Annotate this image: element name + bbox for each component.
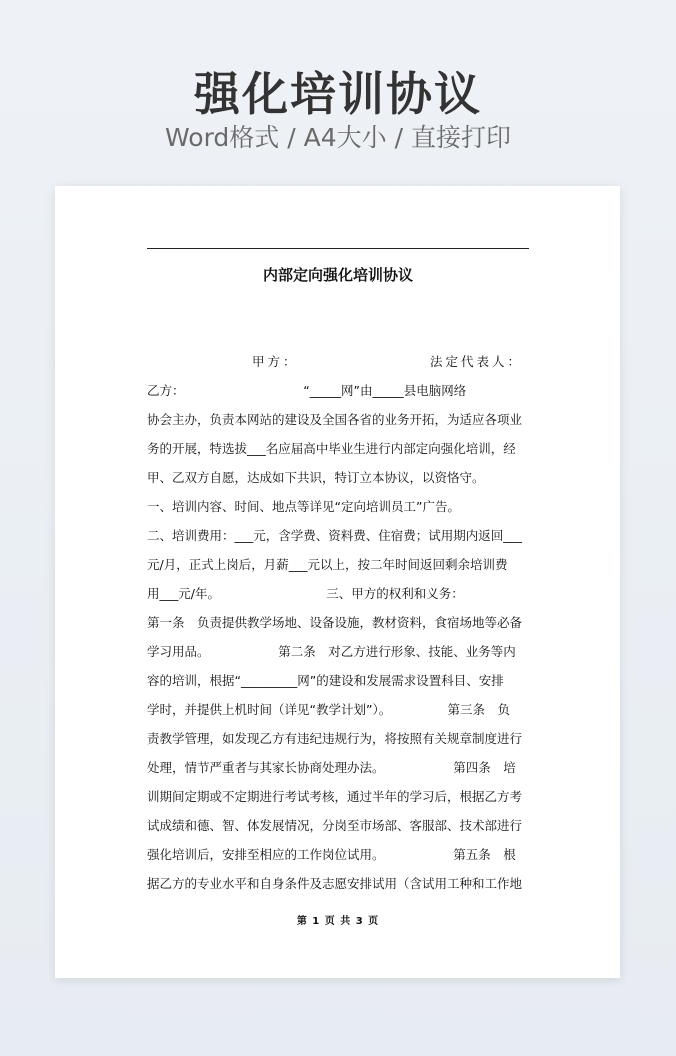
- body-line: 二、培训费用：___元，含学费、资料费、住宿费；试用期内返回___: [147, 528, 523, 543]
- body-line: 元/月，正式上岗后，月薪___元以上，按二年时间返回剩余培训费: [147, 557, 508, 572]
- body-line: 学习用品。 第二条 对乙方进行形象、技能、业务等内: [147, 644, 516, 659]
- body-line: 一、培训内容、时间、地点等详见“定向培训员工”广告。: [147, 499, 460, 514]
- body-line: 用___元/年。 三、甲方的权利和义务：: [147, 586, 464, 601]
- body-line: 处理，情节严重者与其家长协商处理办法。 第四条 培: [147, 760, 516, 775]
- body-line: 甲、乙双方自愿，达成如下共识，特订立本协议，以资恪守。: [147, 470, 485, 485]
- body-line: 学时，并提供上机时间（详见“教学计划”）。 第三条 负: [147, 702, 510, 717]
- body-line: 务的开展，特选拔___名应届高中毕业生进行内部定向强化培训，经: [147, 441, 516, 456]
- page-footer: 第 1 页 共 3 页: [296, 916, 380, 927]
- party-line: [147, 351, 529, 380]
- document-body: [147, 351, 529, 902]
- body-line: 试成绩和德、智、体发展情况，分岗至市场部、客服部、技术部进行: [147, 818, 523, 833]
- party-a-label: 甲方：: [252, 354, 299, 369]
- header-rule: [147, 248, 529, 249]
- body-line: 据乙方的专业水平和自身条件及志愿安排试用（含试用工种和工作地: [147, 876, 523, 891]
- banner-title: 强化培训协议: [194, 67, 482, 121]
- body-line: 容的培训，根据“_________网”的建设和发展需求设置科目、安排: [147, 673, 504, 688]
- body-line: 责教学管理，如发现乙方有违纪违规行为，将按照有关规章制度进行: [147, 731, 523, 746]
- body-line: 训期间定期或不定期进行考试考核，通过半年的学习后，根据乙方考: [147, 789, 523, 804]
- party-a-rep-label: 法定代表人：: [429, 354, 523, 369]
- body-line: 第一条 负责提供教学场地、设备设施，教材资料，食宿场地等必备: [147, 615, 523, 630]
- banner-subtitle: Word格式 / A4大小 / 直接打印: [165, 123, 511, 152]
- document-title: 内部定向强化培训协议: [262, 266, 413, 284]
- document-page: [55, 186, 620, 978]
- body-line: 乙方： “_____网”由_____县电脑网络: [147, 383, 467, 398]
- body-line: 协会主办，负责本网站的建设及全国各省的业务开拓，为适应各项业: [147, 412, 523, 427]
- body-line: 强化培训后，安排至相应的工作岗位试用。 第五条 根: [147, 847, 516, 862]
